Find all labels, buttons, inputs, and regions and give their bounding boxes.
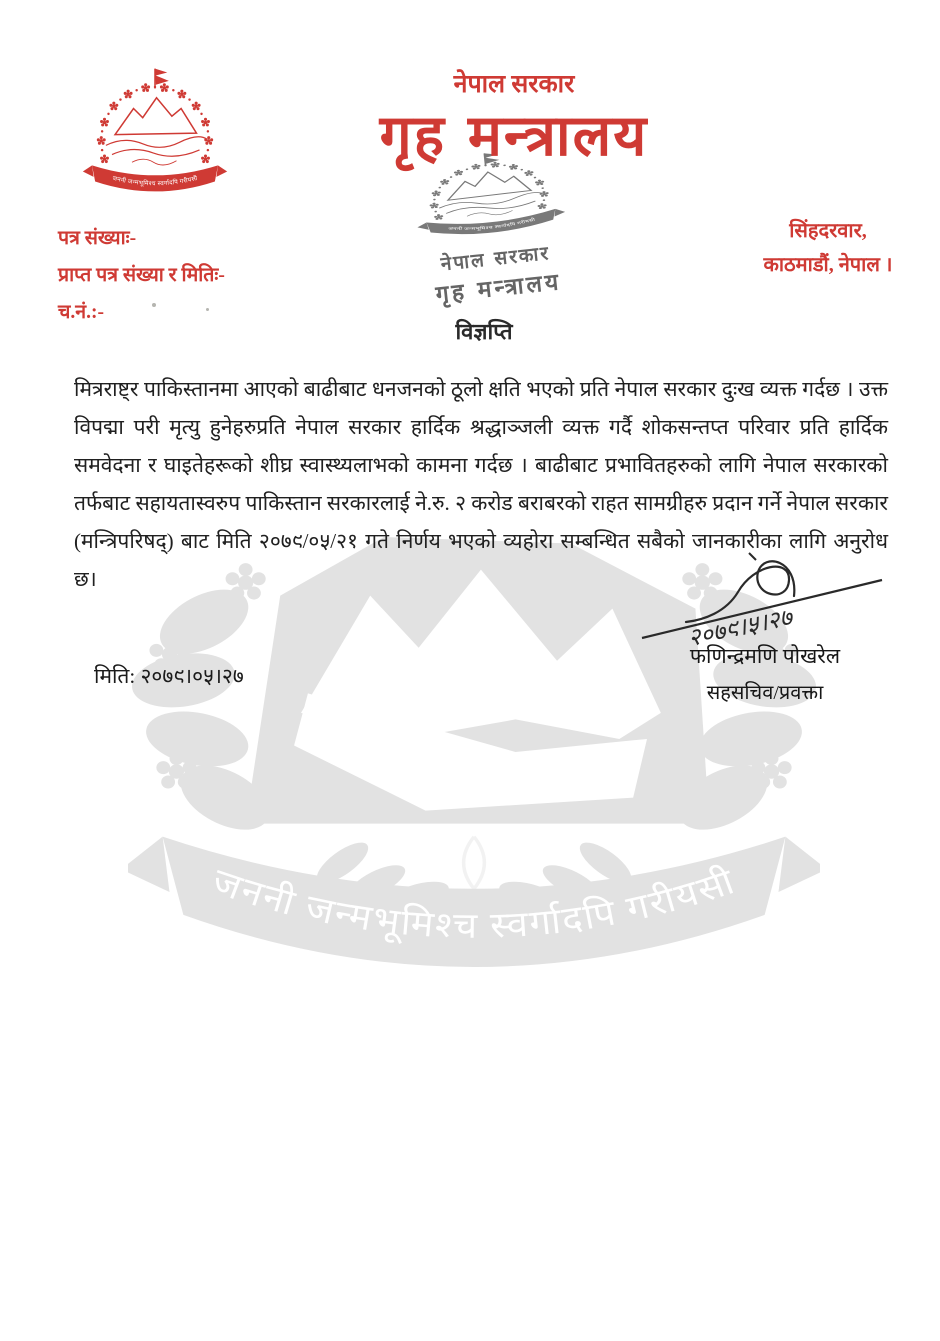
handwritten-signature [636, 550, 890, 652]
letter-date: मिति: २०७९।०५।२७ [94, 664, 244, 688]
notice-body-paragraph: मित्रराष्ट्र पाकिस्तानमा आएको बाढीबाट धनजनको ठूलो क्षति भएको प्रति नेपाल सरकार दुःख व्यक्त गर्दछ । उक्त विपद्मा परी मृत्यु हुनेहरुप्रति नेपाल सरकार हार्दिक श्रद्धाञ्जली व्यक्त गर्दै शोकसन्तप्त परिवार प्रति हार्दिक समवेदना र घाइतेहरूको शीघ्र स्वास्थ्यलाभको कामना गर्दछ । बाढीबाट प्रभावितहरुको लागि नेपाल सरकारको तर्फबाट सहायतास्वरुप पाकिस्तान सरकारलाई ने.रु. २ करोड बराबरको राहत सामग्रीहरु प्रदान गर्ने नेपाल सरकार (मन्त्रिपरिषद्) बाट मिति २०७९/०५/२१ गते निर्णय भएको व्यहोरा सम्बन्धित सबैको जानकारीका लागि अनुरोध छ। [74, 377, 888, 591]
reference-block [58, 220, 225, 331]
notice-title: विज्ञप्ति [455, 319, 513, 344]
stamp-ministry-line: गृह मन्त्रालय [434, 269, 563, 309]
header-ministry-title: गृह मन्त्रालय [379, 103, 649, 169]
address-block [742, 214, 914, 282]
address-line-kathmandu: काठमाडौं, नेपाल । [763, 254, 893, 276]
address-line-singhadarbar: सिंहदरवार, [789, 220, 867, 242]
received-letter-label: प्राप्त पत्र संख्या र मितिः- [58, 265, 225, 286]
letter-number-label: पत्र संख्याः- [58, 228, 137, 249]
signatory-designation: सहसचिव/प्रवक्ता [706, 682, 824, 704]
dispatch-number-label: च.नं.:- [58, 302, 104, 323]
signatory-name: फणिन्द्रमणि पोखरेल [689, 644, 841, 668]
stamp-government-line: नेपाल सरकार [439, 242, 552, 276]
header-government: नेपाल सरकार [453, 71, 575, 98]
signature-handwritten-date: २०७९।५।२७ [685, 602, 795, 652]
